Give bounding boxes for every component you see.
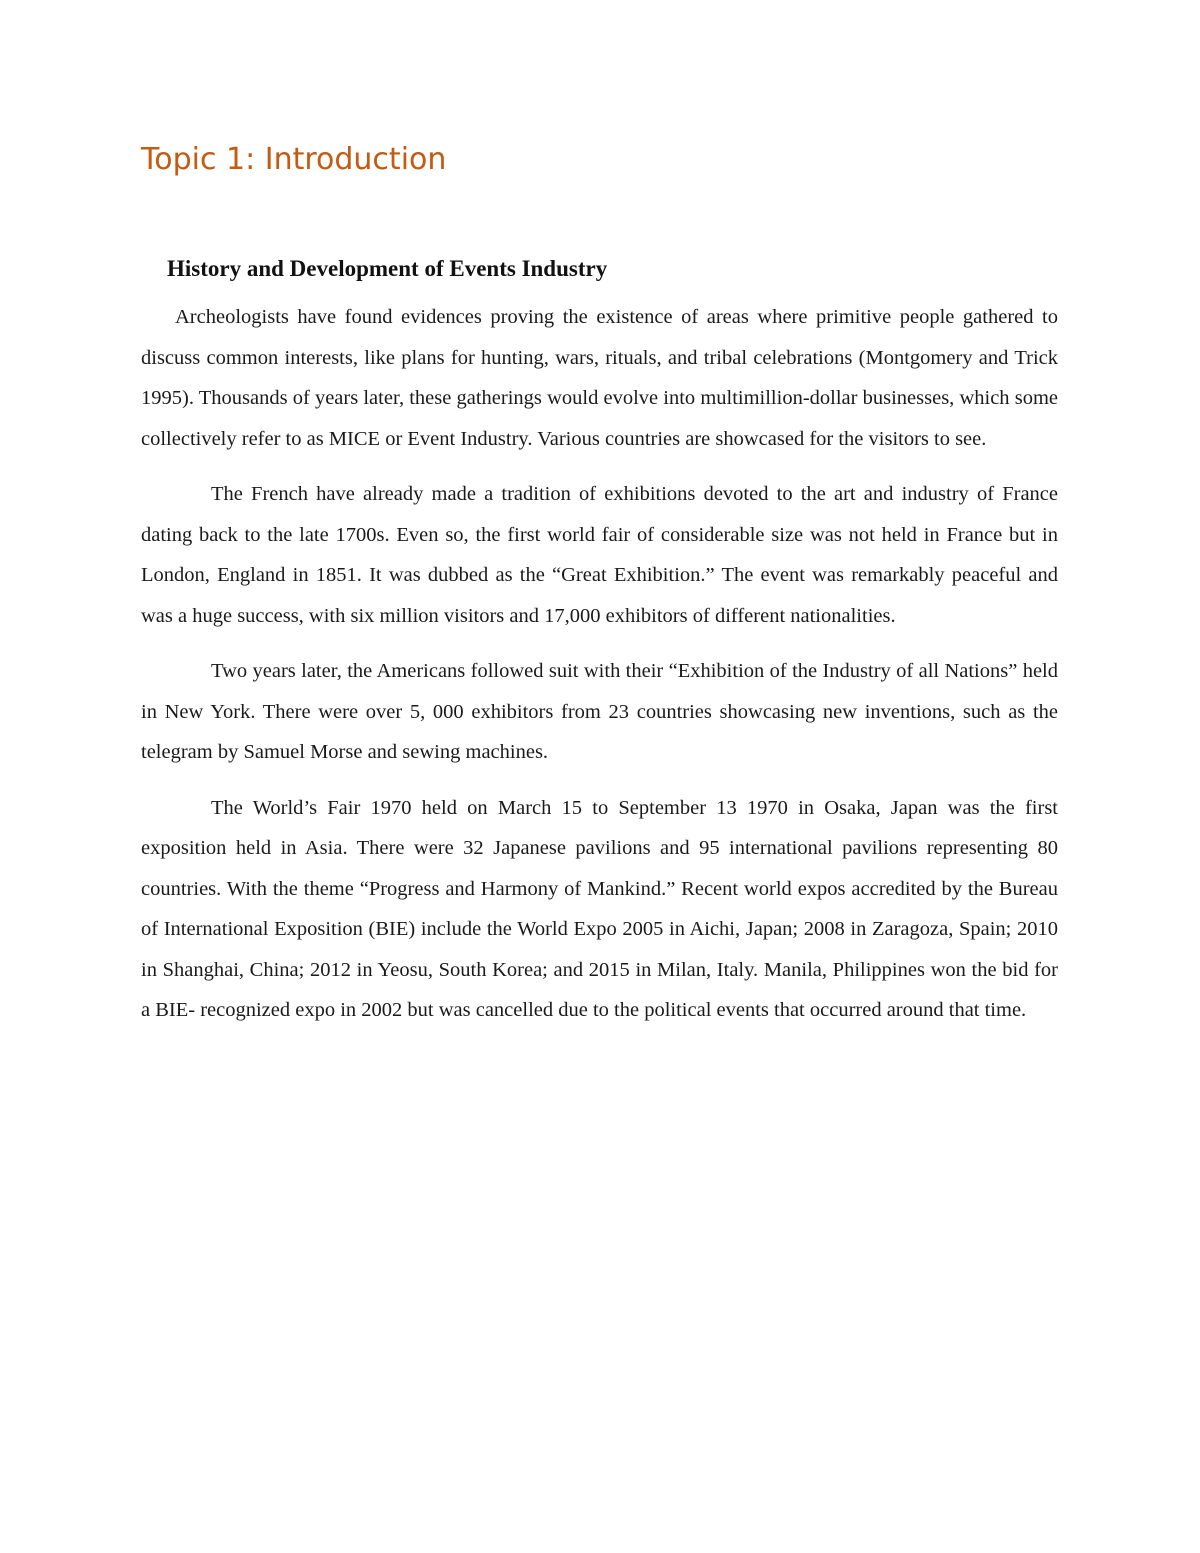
section-heading: History and Development of Events Industry [167, 256, 608, 281]
paragraph-archeologists: Archeologists have found evidences proving the existence of areas where primitive people gathered to discuss common interests, like plans for hunting, wars, rituals, and tribal celebrations (Montgomery and Trick 1995). Thousands of years later, these gatherings would evolve into multimillion-dollar businesses, which some collectively refer to as MICE or Event Industry. Various countries are showcased for the visitors to see. [141, 306, 1058, 450]
body-text [141, 297, 1058, 1046]
topic-title: Topic 1: Introduction [141, 142, 447, 177]
paragraph-osaka-worlds-fair: The World’s Fair 1970 held on March 15 to September 13 1970 in Osaka, Japan was the first exposition held in Asia. There were 32 Japanese pavilions and 95 international pavilions representing 80 countries. With the theme “Progress and Harmony of Mankind.” Recent world expos accredited by the Bureau of International Exposition (BIE) include the World Expo 2005 in Aichi, Japan; 2008 in Zaragoza, Spain; 2010 in Shanghai, China; 2012 in Yeosu, South Korea; and 2015 in Milan, Italy. Manila, Philippines won the bid for a BIE- recognized expo in 2002 but was cancelled due to the political events that occurred around that time. [141, 796, 1058, 1021]
paragraph-french-exhibitions: The French have already made a tradition of exhibitions devoted to the art and industry of France dating back to the late 1700s. Even so, the first world fair of considerable size was not held in France but in London, England in 1851. It was dubbed as the “Great Exhibition.” The event was remarkably peaceful and was a huge success, with six million visitors and 17,000 exhibitors of different nationalities. [141, 483, 1058, 627]
paragraph-american-exhibition: Two years later, the Americans followed suit with their “Exhibition of the Industry of all Nations” held in New York. There were over 5, 000 exhibitors from 23 countries showcasing new inventions, such as the telegram by Samuel Morse and sewing machines. [141, 660, 1058, 763]
